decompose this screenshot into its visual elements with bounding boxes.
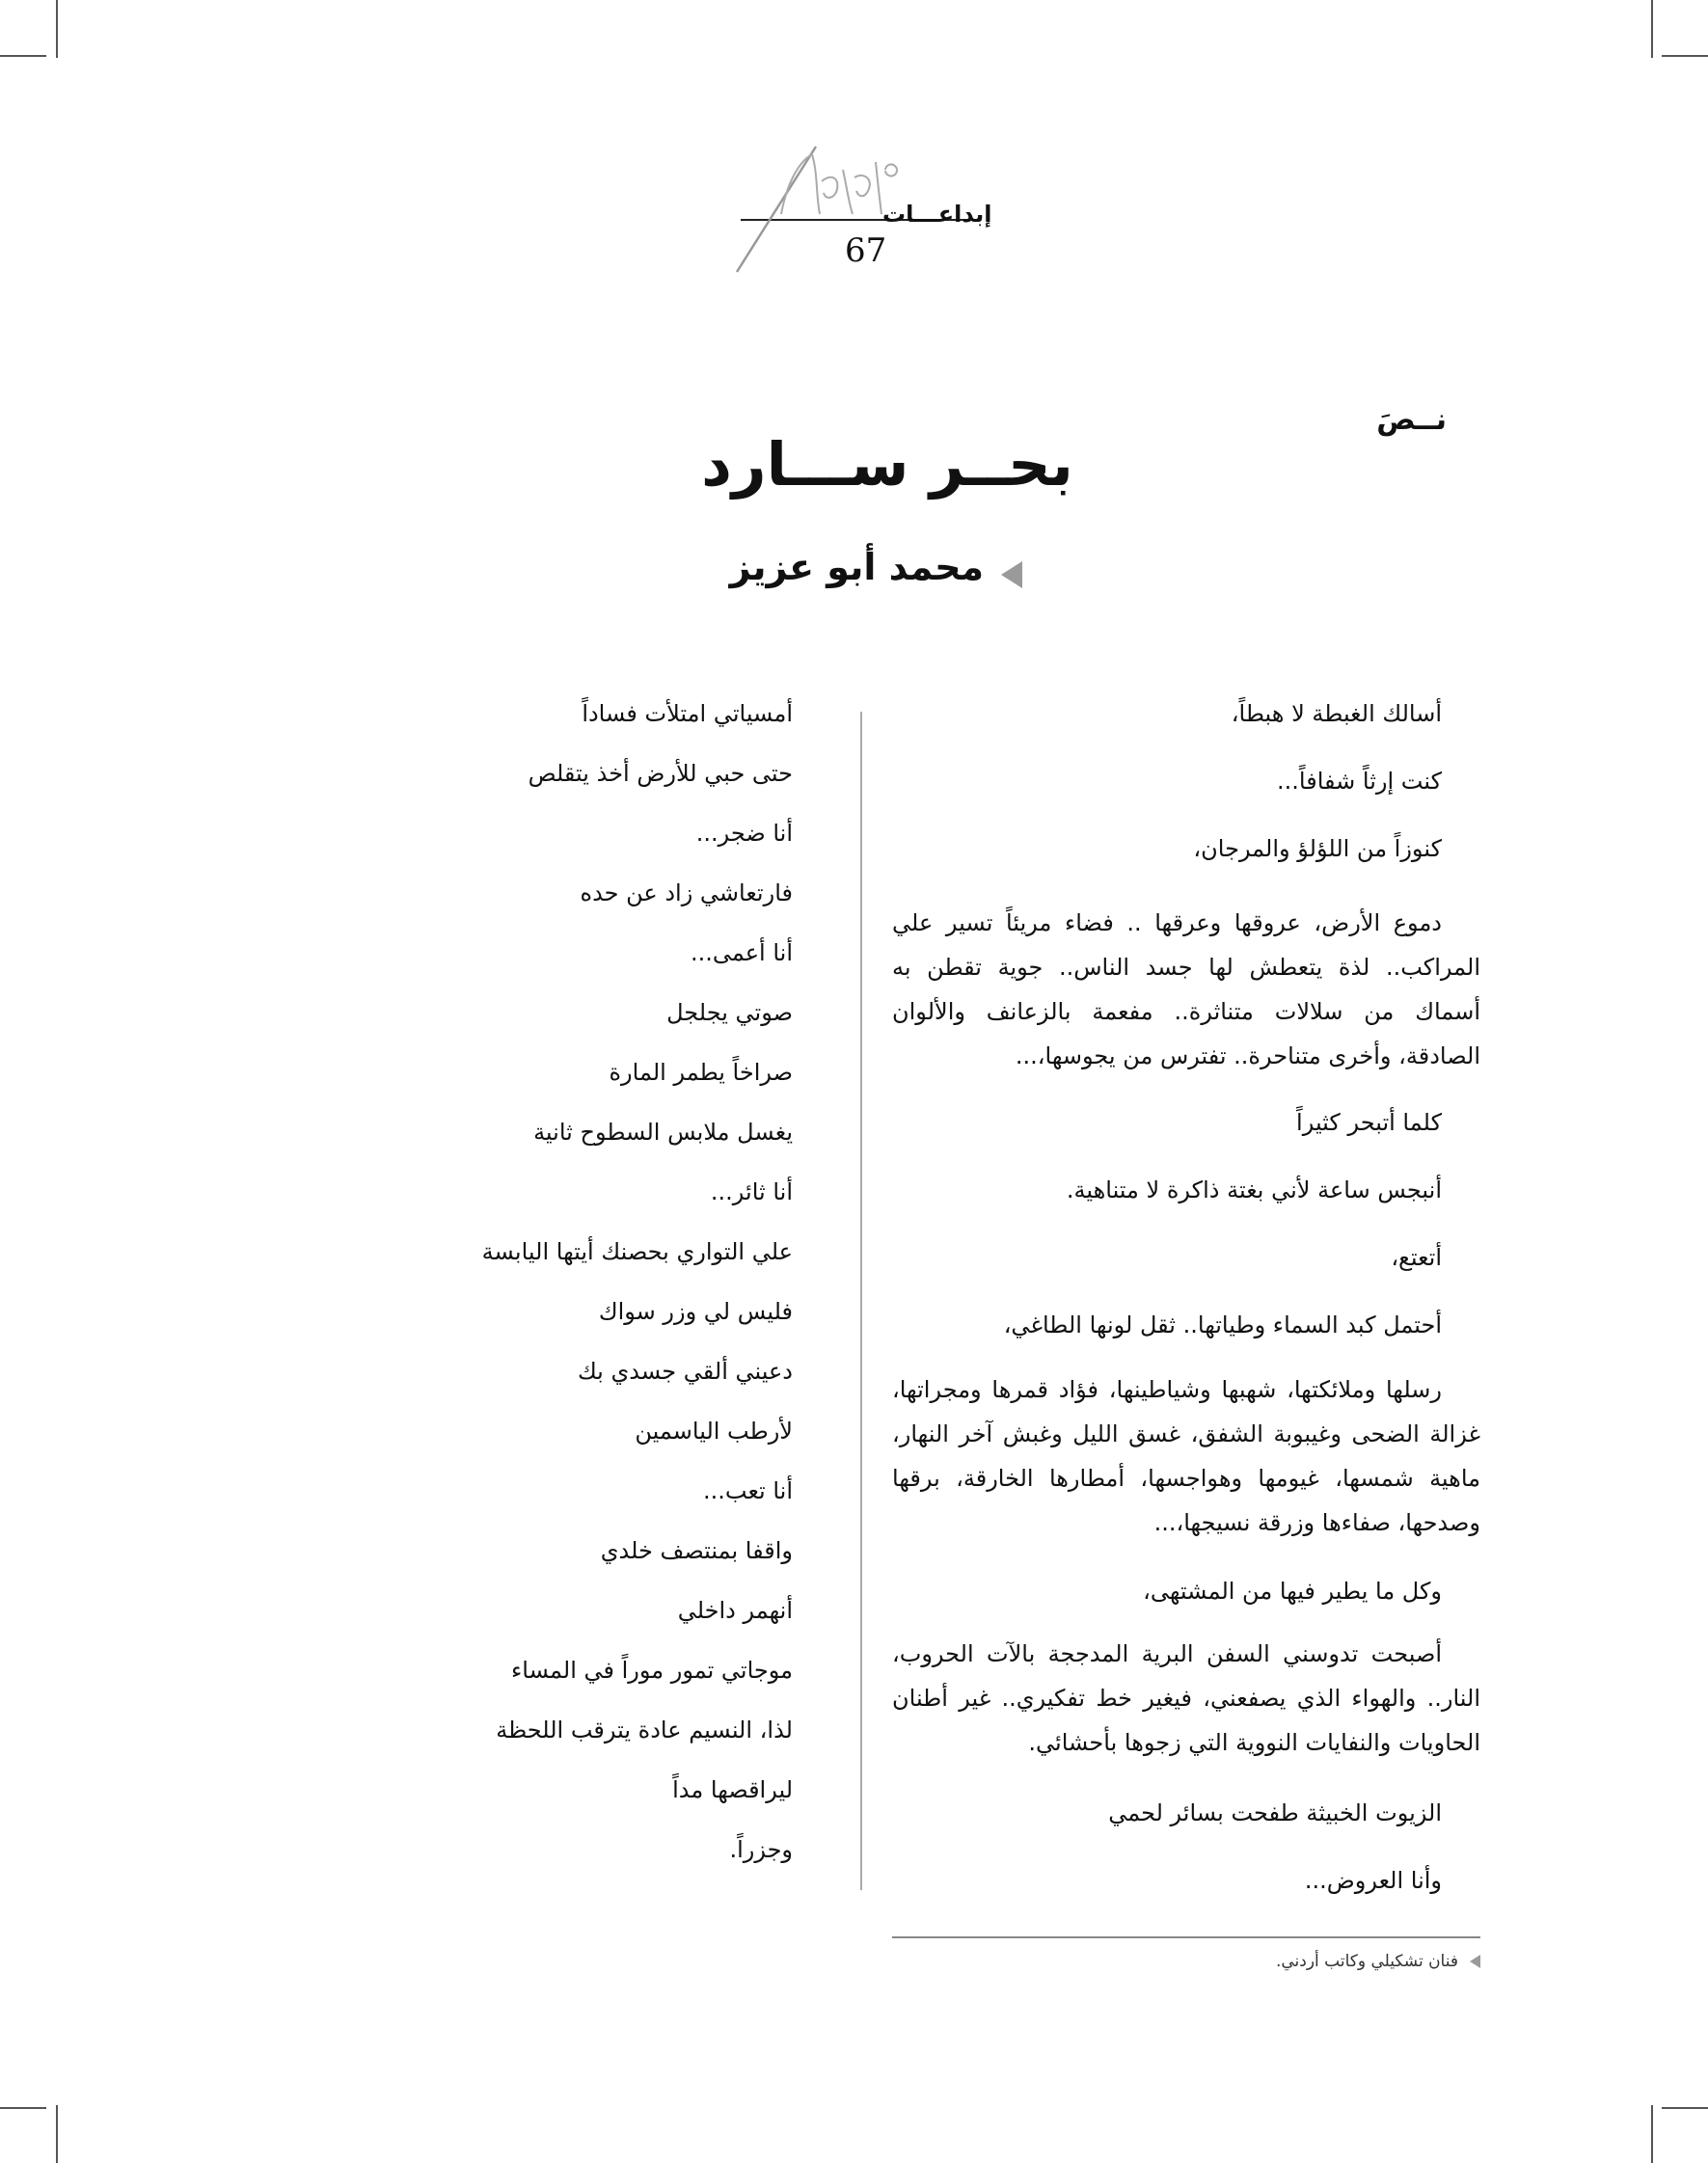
prose-paragraph: رسلها وملائكتها، شهبها وشياطينها، فؤاد قمرها ومجراتها، غزالة الضحى وغيبوبة الشفق، غسق الليل وغبش آخر النهار، ماهية شمسها، غيومها وهواجسها، أمطارها الخارقة، برقها وصدحها، صفاءها وزرقة نسيجها،...	[892, 1376, 1480, 1536]
poem-line: واقفا بمنتصف خلدي	[600, 1537, 793, 1564]
poem-line: لأرطب الياسمين	[635, 1418, 793, 1445]
prose-paragraph: أصبحت تدوسني السفن البرية المدججة بالآت الحروب، النار.. والهواء الذي يصفعني، فيغير خط تفكيري.. غير أطنان الحاويات والنفايات النووية التي زجوها بأحشائي.	[892, 1640, 1480, 1756]
crop-mark	[1651, 0, 1653, 58]
poem-line: أنا ثائر...	[710, 1178, 793, 1205]
footnote-rule	[892, 1936, 1480, 1938]
poem-line: فارتعاشي زاد عن حده	[580, 879, 793, 906]
footnote	[964, 1952, 1480, 1971]
poem-line: علي التواري بحصنك أيتها اليابسة	[481, 1238, 793, 1265]
poem-line: يغسل ملابس السطوح ثانية	[533, 1119, 793, 1146]
poem-line: أنا تعب...	[703, 1477, 793, 1504]
crop-mark	[1662, 2107, 1708, 2109]
article-title: بحــر ســـارد	[701, 429, 1073, 500]
prose-paragraph: دموع الأرض، عروقها وعرقها .. فضاء مريئاً تسير علي المراكب.. لذة يتعطش لها جسد الناس.. جوية تقطن به أسماك من سلالات متناثرة.. مفعمة بالزعانف والألوان الصادقة، وأخرى متناحرة.. تفترس من يجوسها،...	[892, 909, 1480, 1069]
page-number: 67	[845, 231, 887, 270]
poem-line: موجاتي تمور موراً في المساء	[511, 1657, 793, 1684]
poem-line: أنا أعمى...	[690, 939, 793, 966]
poem-line: كنت إرثاً شفافاً...	[1277, 768, 1442, 795]
poem-line: أسالك الغبطة لا هبطاً،	[1231, 700, 1442, 727]
poem-line: كنوزاً من اللؤلؤ والمرجان،	[1193, 835, 1442, 862]
article-type-label: نــصَ	[1376, 403, 1447, 437]
running-header	[723, 135, 993, 280]
poem-line: حتى حبي للأرض أخذ يتقلص	[528, 760, 793, 787]
section-label: إبداعـــات	[882, 201, 992, 228]
poem-line: أنهمر داخلي	[677, 1597, 793, 1624]
crop-mark	[0, 2107, 46, 2109]
poem-line: أنا ضجر...	[695, 820, 793, 847]
poem-line: الزيوت الخبيثة طفحت بسائر لحمي	[1108, 1799, 1442, 1826]
poem-line: صراخاً يطمر المارة	[609, 1059, 793, 1086]
triangle-marker-icon	[1470, 1955, 1480, 1968]
poem-line: كلما أتبحر كثيراً	[1296, 1109, 1442, 1136]
column-divider	[860, 712, 862, 1890]
triangle-marker-icon	[1001, 561, 1022, 588]
poem-line: دعيني ألقي جسدي بك	[577, 1358, 793, 1385]
author-row	[675, 546, 1022, 604]
crop-mark	[0, 55, 46, 57]
poem-line: وكل ما يطير فيها من المشتهى،	[1143, 1578, 1442, 1605]
footnote-text: فنان تشكيلي وكاتب أردني.	[1275, 1952, 1458, 1971]
crop-mark	[56, 2105, 58, 2163]
crop-mark	[56, 0, 58, 58]
poem-line: وأنا العروض...	[1304, 1867, 1442, 1894]
poem-line: أمسياتي امتلأت فساداً	[582, 700, 793, 727]
poem-line: صوتي يجلجل	[666, 999, 793, 1026]
poem-line: وجزراً.	[729, 1836, 793, 1863]
poem-line: أتعتع،	[1391, 1244, 1442, 1271]
author-name: محمد أبو عزيز	[729, 546, 984, 588]
poem-line: ليراقصها مداً	[672, 1776, 793, 1803]
poem-line: أحتمل كبد السماء وطياتها.. ثقل لونها الطاغي،	[1003, 1311, 1442, 1338]
poem-line: أنبجس ساعة لأني بغتة ذاكرة لا متناهية.	[1066, 1176, 1442, 1203]
crop-mark	[1651, 2105, 1653, 2163]
poem-line: لذا، النسيم عادة يترقب اللحظة	[496, 1717, 793, 1744]
crop-mark	[1662, 55, 1708, 57]
poem-line: فليس لي وزر سواك	[598, 1298, 793, 1325]
